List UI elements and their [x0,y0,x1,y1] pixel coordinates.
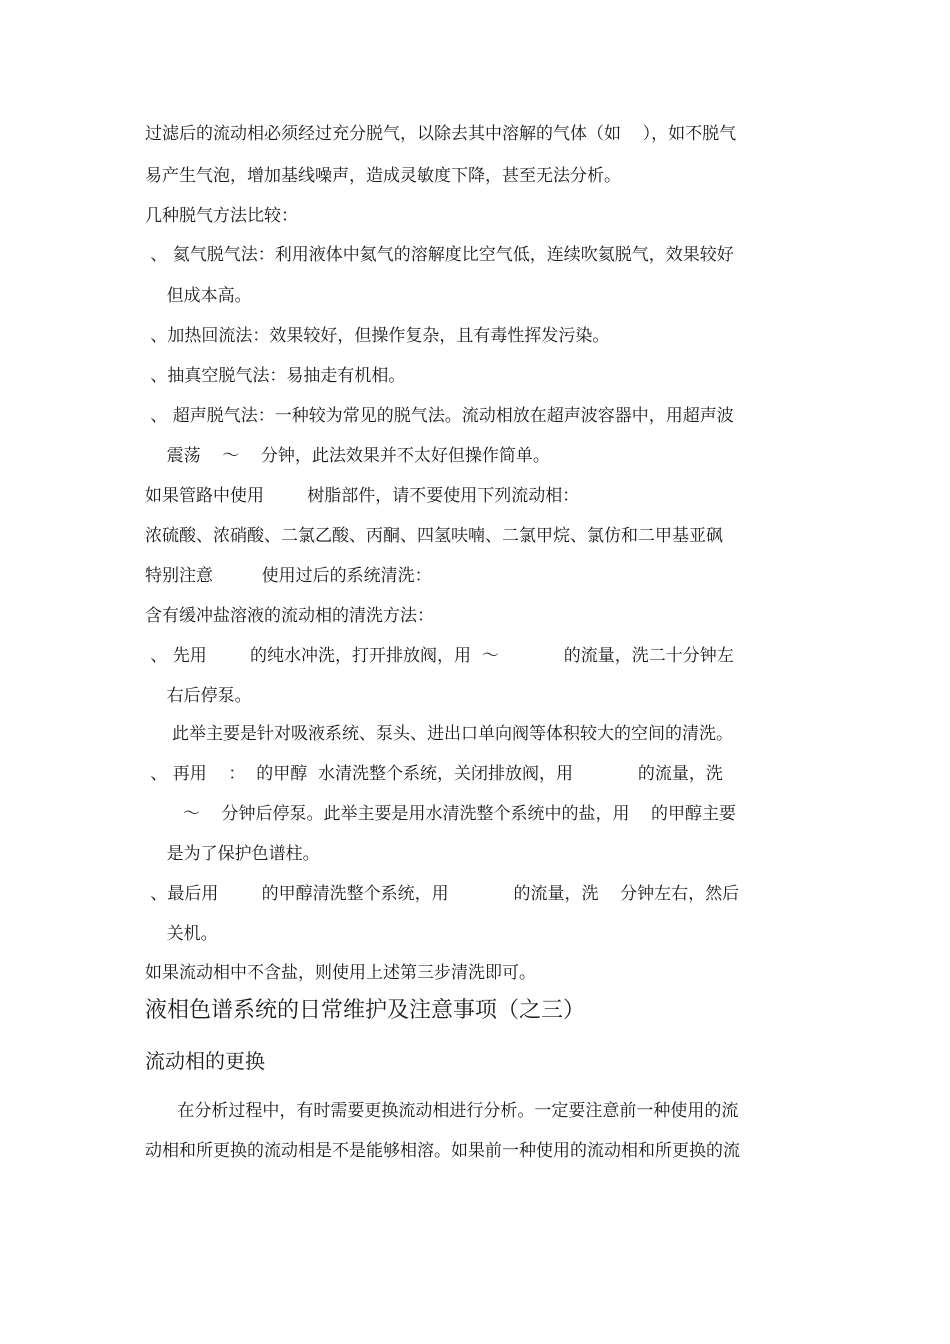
list-item-ultrasonic-1: 、 超声脱气法：一种较为常见的脱气法。流动相放在超声波容器中，用超声波 [145,406,734,426]
list-item-step3-2: 关机。 [145,924,218,944]
list-item-vacuum: 、抽真空脱气法：易抽走有机相。 [145,366,406,386]
text-line-degas-intro-1: 过滤后的流动相必须经过充分脱气，以除去其中溶解的气体（如 ），如不脱气 [145,124,737,144]
text-line-solvent-list: 浓硫酸、浓硝酸、二氯乙酸、丙酮、四氢呋喃、二氯甲烷、氯仿和二甲基亚砜 [145,526,723,546]
list-item-helium-1: 、 氦气脱气法：利用液体中氦气的溶解度比空气低，连续吹氦脱气，效果较好 [145,245,734,265]
text-line-no-salt: 如果流动相中不含盐，则使用上述第三步清洗即可。 [145,963,536,983]
text-line-cleaning-note: 特别注意 使用过后的系统清洗： [145,566,432,586]
list-item-helium-2: 但成本高。 [145,286,252,306]
list-item-step3-1: 、最后用 的甲醇清洗整个系统，用 的流量，洗 分钟左右，然后 [145,884,740,904]
list-item-step1-1: 、 先用 的纯水冲洗，打开排放阀，用 ～ 的流量，洗二十分钟左 [145,646,734,666]
subsection-heading: 流动相的更换 [145,1049,265,1073]
list-item-step2-2: ～ 分钟后停泵。此举主要是用水清洗整个系统中的盐，用 的甲醇主要 [145,804,737,824]
paragraph-line-2: 动相和所更换的流动相是不是能够相溶。如果前一种使用的流动相和所更换的流 [145,1141,740,1161]
section-heading: 液相色谱系统的日常维护及注意事项（之三） [145,998,586,1023]
paragraph-line-1: 在分析过程中，有时需要更换流动相进行分析。一定要注意前一种使用的流 [145,1101,739,1121]
list-item-reflux: 、加热回流法：效果较好，但操作复杂，且有毒性挥发污染。 [145,326,610,346]
list-item-step2-1: 、 再用 ： 的甲醇 水清洗整个系统，关闭排放阀，用 的流量，洗 [145,764,723,784]
text-line-degas-intro-2: 易产生气泡，增加基线噪声，造成灵敏度下降，甚至无法分析。 [145,166,621,186]
text-line-step1-note: 此举主要是针对吸液系统、泵头、进出口单向阀等体积较大的空间的清洗。 [145,724,734,744]
text-line-resin-warning: 如果管路中使用 树脂部件，请不要使用下列流动相： [145,486,580,506]
list-item-step1-2: 右后停泵。 [145,686,252,706]
text-line-buffer-method: 含有缓冲盐溶液的流动相的清洗方法： [145,606,434,626]
list-item-step2-3: 是为了保护色谱柱。 [145,844,320,864]
text-line-methods-heading: 几种脱气方法比较： [145,206,298,226]
list-item-ultrasonic-2: 震荡 ～ 分钟，此法效果并不太好但操作简单。 [145,446,550,466]
